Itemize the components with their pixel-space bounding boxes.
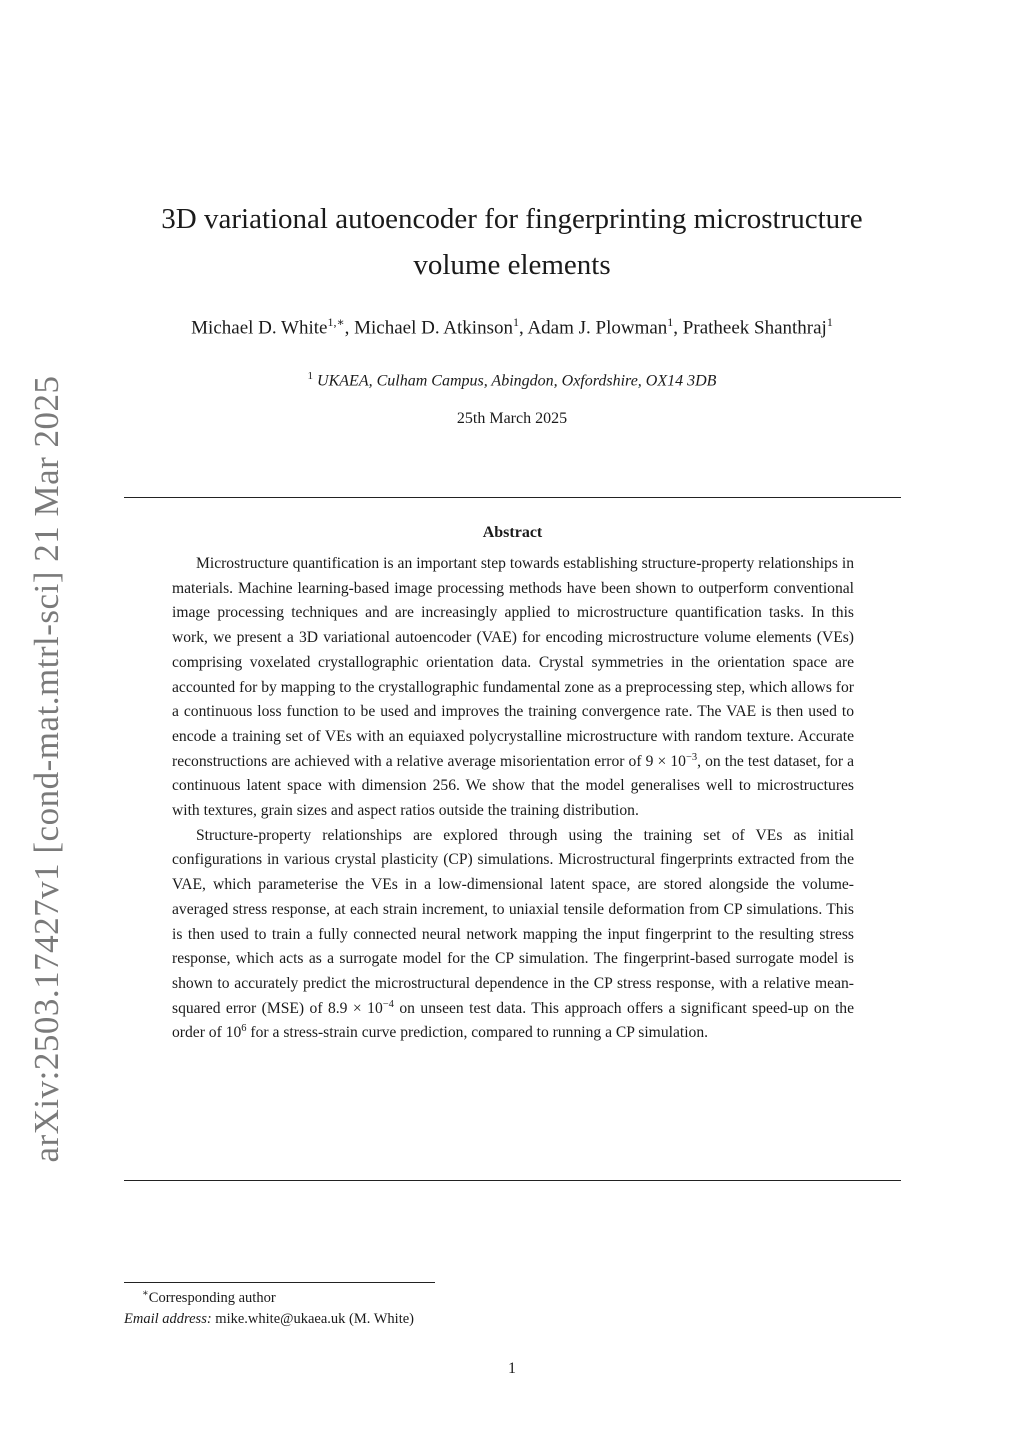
email-label: Email address:: [124, 1311, 212, 1327]
author-name: Adam J. Plowman: [527, 317, 668, 339]
abstract-heading: Abstract: [482, 524, 543, 541]
author-list: Michael D. White$^{1,∗}$, Michael D. Atkinson$^1$, Adam J. Plowman$^1$, Pratheek Shanthraj$^1$: [191, 315, 833, 339]
abstract-paragraph-2: [172, 824, 854, 1046]
affiliation: [100, 370, 924, 390]
paper-title-line-1: 3D variational autoencoder for fingerprinting microstructure: [161, 203, 863, 235]
abstract-text: for a stress-strain curve prediction, compared to running a CP simulation.: [246, 1024, 709, 1042]
abstract-text: Structure-property relationships are explored through using the training set of VEs as initial configurations in various crystal plasticity (CP) simulations. Microstructural fingerprints extracted from the VAE, which parameterise the VEs in a low-dimensional latent space, are stored alongside the volume-averaged stress response, at each strain increment, to uniaxial tensile deformation from CP simulations. This is then used to train a fully connected neural network mapping the input fingerprint to the resulting stress response, which acts as a surrogate model for the CP simulation. The fingerprint-based surrogate model is shown to accurately predict the microstructural dependence in the CP stress response, with a relative mean-squared error (MSE) of 8.9 × 10: [172, 826, 854, 1017]
abstract-paragraph-1: [172, 552, 854, 824]
abstract-text: on unseen test data. This approach offers a significant speed-up on the order of 10: [172, 999, 854, 1042]
email-value: mike.white@ukaea.uk (M. White): [215, 1311, 415, 1327]
page-number: 1: [508, 1360, 516, 1377]
exponent: −4: [382, 998, 394, 1010]
footnote-email: [124, 1311, 824, 1328]
author-name: Michael D. White: [191, 317, 328, 339]
footnote-text: Corresponding author: [148, 1289, 276, 1306]
abstract-body: [172, 552, 854, 1046]
affiliation-text: UKAEA, Culham Campus, Abingdon, Oxfordshire, OX14 3DB: [317, 372, 717, 390]
footnote-corresponding: [142, 1288, 842, 1307]
abstract-top-rule: [124, 497, 901, 498]
abstract-text: Microstructure quantification is an important step towards establishing structure-property relationships in materials. Machine learning-based image processing methods have been shown to outperform conventional image processing techniques and are increasingly applied to microstructure quantification tasks. In this work, we present a 3D variational autoencoder (VAE) for encoding microstructure volume elements (VEs) comprising voxelated crystallographic orientation data. Crystal symmetries in the orientation space are accounted for by mapping to the crystallographic fundamental zone as a preprocessing step, which allows for a continuous loss function to be used and improves the training convergence rate. The VAE is then used to encode a training set of VEs with an equiaxed polycrystalline microstructure with random texture. Accurate reconstructions are achieved with a relative average misorientation error of 9 × 10: [172, 555, 854, 770]
arxiv-identifier: arXiv:2503.17427v1 [cond-mat.mtrl-sci] 21 Mar 2025: [27, 375, 66, 1163]
author-affiliation-mark: 1: [826, 315, 833, 329]
author-affiliation-mark: 1,∗: [327, 315, 345, 329]
author-name: Pratheek Shanthraj: [682, 317, 827, 339]
affiliation-mark: 1: [307, 370, 314, 382]
paper-title: [130, 196, 894, 288]
exponent: −3: [685, 751, 698, 763]
paper-title-line-2: volume elements: [413, 249, 611, 281]
footnote-mark: ∗: [142, 1288, 149, 1299]
footnote-rule: [124, 1282, 435, 1283]
author-affiliation-mark: 1: [512, 315, 519, 329]
abstract-bottom-rule: [124, 1180, 901, 1181]
publication-date: 25th March 2025: [456, 410, 568, 427]
author-affiliation-mark: 1: [667, 315, 674, 329]
exponent: 6: [241, 1023, 247, 1035]
author-name: Michael D. Atkinson: [354, 317, 513, 339]
abstract-text: , on the test dataset, for a continuous latent space with dimension 256. We show that the model generalises well to microstructures with textures, grain sizes and aspect ratios outside the training distribution.: [172, 752, 854, 820]
